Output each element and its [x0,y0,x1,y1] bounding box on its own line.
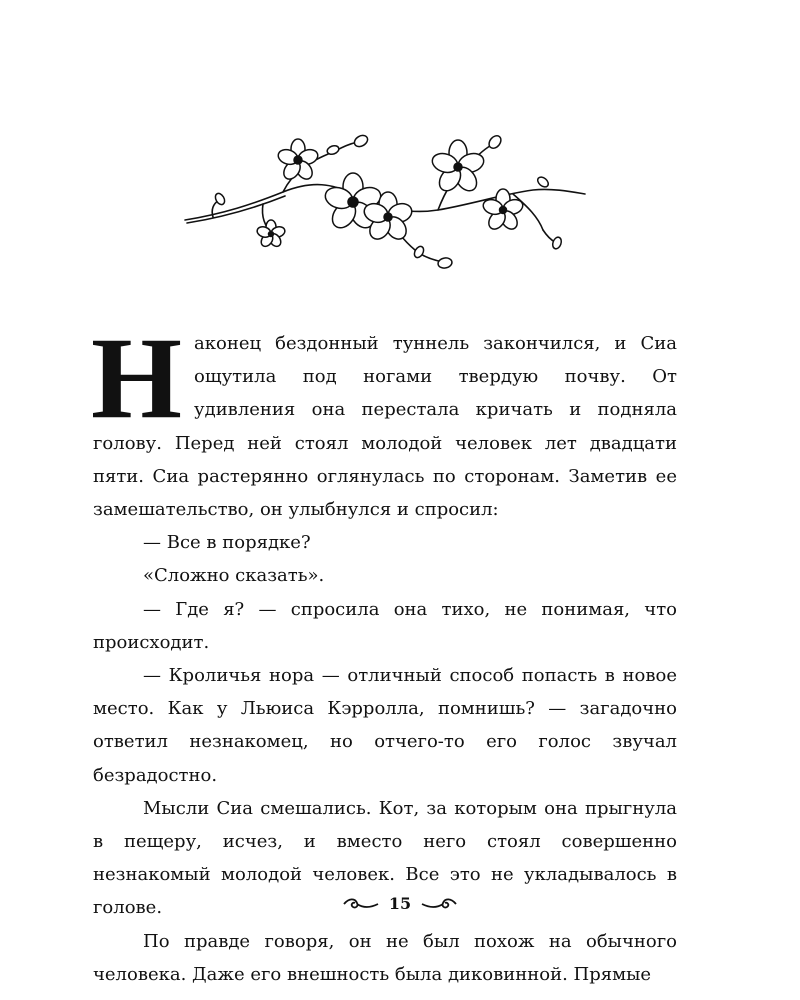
left-flourish-icon [343,897,379,911]
page-number-footer [0,893,800,913]
paragraph: Мысли Сиа смешались. Кот, за которым она прыгнула в пещеру, исчез, и вместо него стоял совершенно незнакомый молодой человек. Все это не укладывалось в голове. [93,797,677,919]
right-flourish-icon [421,897,457,911]
paragraph: «Сложно сказать». [143,565,325,587]
paragraph: — Где я? — спросила она тихо, не понимая, что происходит. [93,598,677,653]
paragraph [91,314,677,526]
body-text [91,314,677,991]
drop-cap: Н [91,314,183,443]
cherry-blossom-branch-icon [183,122,593,277]
paragraph: По правде говоря, он не был похож на обычного человека. Даже его внешность была диковинной. Прямые [93,930,677,985]
paragraph-text: аконец бездонный туннель закончился, и Сиа ощутила под ногами твердую почву. От удивления она перестала кричать и подняла голову. Перед ней стоял молодой человек лет двадцати пяти. Сиа растерянно оглянулась по сторонам. Заметив ее замешательство, он улыбнулся и спросил: [93,333,677,521]
paragraph: — Все в порядке? [143,532,311,554]
paragraph: — Кроличья нора — отличный способ попасть в новое место. Как у Льюиса Кэрролла, помнишь? — загадочно ответил незнакомец, но отчего-то его голос звучал безрадостно. [93,665,677,786]
page-number: 15 [388,894,412,913]
